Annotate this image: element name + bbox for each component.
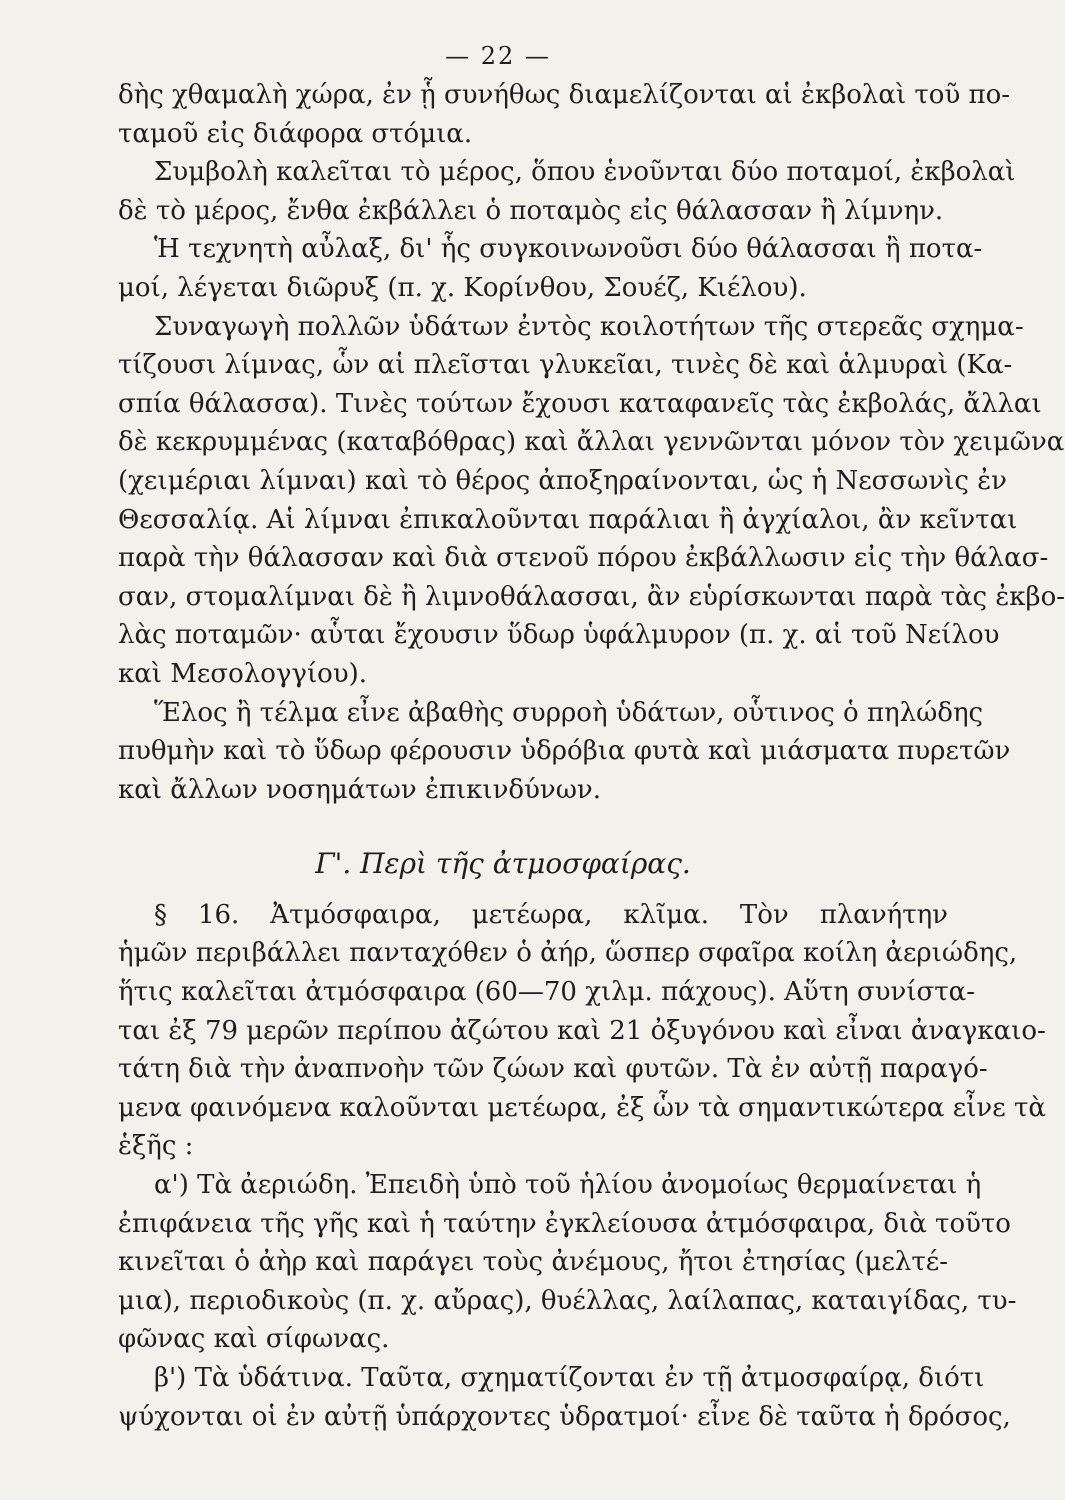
text-line: ἡμῶν περιβάλλει πανταχόθεν ὁ ἀήρ, ὥσπερ σφαῖρα κοίλη ἀεριώδης, [118,938,1018,969]
text-line: Συμβολὴ καλεῖται τὸ μέρος, ὅπου ἑνοῦνται δύο ποταμοί, ἐκβολαὶ [154,157,1016,188]
text-line: πυθμὴν καὶ τὸ ὕδωρ φέρουσιν ὑδρόβια φυτὰ καὶ μιάσματα πυρετῶν [118,736,1011,767]
text-line: β') Τὰ ὑδάτινα. Ταῦτα, σχηματίζονται ἐν τῇ ἀτμοσφαίρᾳ, διότι [154,1363,985,1393]
text-line: Ἡ τεχνητὴ αὖλαξ, δι' ἧς συγκοινωνοῦσι δύο θάλασσαι ἢ ποτα- [154,234,983,265]
text-line: κινεῖται ὁ ἀὴρ καὶ παράγει τοὺς ἀνέμους, ἤτοι ἐτησίας (μελτέ- [118,1247,948,1278]
text-line: δὲ τὸ μέρος, ἔνθα ἐκβάλλει ὁ ποταμὸς εἰς θάλασσαν ἢ λίμνην. [118,195,944,226]
text-line: ἑξῆς : [118,1131,194,1162]
text-line: Ἕλος ἢ τέλμα εἶνε ἀβαθὴς συρροὴ ὑδάτων, οὗτινος ὁ πηλώδης [154,697,984,728]
text-line: α') Τὰ ἀεριώδη. Ἐπειδὴ ὑπὸ τοῦ ἡλίου ἀνομοίως θερμαίνεται ἡ [154,1170,982,1201]
text-line: λὰς ποταμῶν· αὗται ἔχουσιν ὕδωρ ὑφάλμυρον (π. χ. αἱ τοῦ Νείλου [118,620,1000,651]
text-line: ταμοῦ εἰς διάφορα στόμια. [118,118,473,149]
text-line: δὲ κεκρυμμένας (καταβόθρας) καὶ ἄλλαι γεννῶνται μόνον τὸν χειμῶνα [118,427,1065,458]
text-line: φῶνας καὶ σίφωνας. [118,1324,390,1355]
text-line: Συναγωγὴ πολλῶν ὑδάτων ἐντὸς κοιλοτήτων τῆς στερεᾶς σχημα- [154,311,1024,342]
text-line: παρὰ τὴν θάλασσαν καὶ διὰ στενοῦ πόρου ἐκβάλλωσιν εἰς τὴν θάλασ- [118,543,1049,574]
text-line: τάτη διὰ τὴν ἀναπνοὴν τῶν ζώων καὶ φυτῶν. Τὰ ἐν αὐτῇ παραγό- [118,1054,988,1085]
text-line: μοί, λέγεται διῶρυξ (π. χ. Κορίνθου, Σουέζ, Κιέλου). [118,272,807,303]
text-line: καὶ Μεσολογγίου). [118,658,368,689]
page-number: — 22 — [445,42,551,70]
text-line: § 16. Ἀτμόσφαιρα, μετέωρα, κλῖμα. Τὸν πλανήτην [154,899,948,930]
section-heading: Γ'. Περὶ τῆς ἀτμοσφαίρας. [315,847,691,881]
text-line: σπία θάλασσα). Τινὲς τούτων ἔχουσι καταφανεῖς τὰς ἐκβολάς, ἄλλαι [118,388,1042,419]
text-line: σαν, στομαλίμναι δὲ ἢ λιμνοθάλασσαι, ἂν εὑρίσκωνται παρὰ τὰς ἐκβο- [118,581,1065,612]
text-line: ψύχονται οἱ ἐν αὐτῇ ὑπάρχοντες ὑδρατμοί· εἶνε δὲ ταῦτα ἡ δρόσος, [118,1401,1011,1432]
text-line: μενα φαινόμενα καλοῦνται μετέωρα, ἐξ ὧν τὰ σημαντικώτερα εἶνε τὰ [118,1092,1046,1123]
text-line: καὶ ἄλλων νοσημάτων ἐπικινδύνων. [118,774,601,805]
text-line: δὴς χθαμαλὴ χώρα, ἐν ᾗ συνήθως διαμελίζονται αἱ ἐκβολαὶ τοῦ πο- [118,80,1011,110]
text-line: μια), περιοδικοὺς (π. χ. αὔρας), θυέλλας, λαίλαπας, καταιγίδας, τυ- [118,1285,1017,1316]
text-line: ἐπιφάνεια τῆς γῆς καὶ ἡ ταύτην ἐγκλείουσα ἀτμόσφαιρα, διὰ τοῦτο [118,1208,1011,1239]
body-text [118,76,1065,1436]
text-line: ται ἐξ 79 μερῶν περίπου ἀζώτου καὶ 21 ὀξυγόνου καὶ εἶναι ἀναγκαιο- [118,1015,1046,1046]
text-line: τίζουσι λίμνας, ὧν αἱ πλεῖσται γλυκεῖαι, τινὲς δὲ καὶ ἁλμυραὶ (Κα- [118,350,1013,381]
text-line: (χειμέριαι λίμναι) καὶ τὸ θέρος ἀποξηραίνονται, ὡς ἡ Νεσσωνὶς ἐν [118,465,1007,496]
text-line: Θεσσαλίᾳ. Αἱ λίμναι ἐπικαλοῦνται παράλιαι ἢ ἀγχίαλοι, ἂν κεῖνται [118,504,1018,535]
text-line: ἥτις καλεῖται ἀτμόσφαιρα (60—70 χιλμ. πάχους). Αὕτη συνίστα- [118,977,975,1008]
